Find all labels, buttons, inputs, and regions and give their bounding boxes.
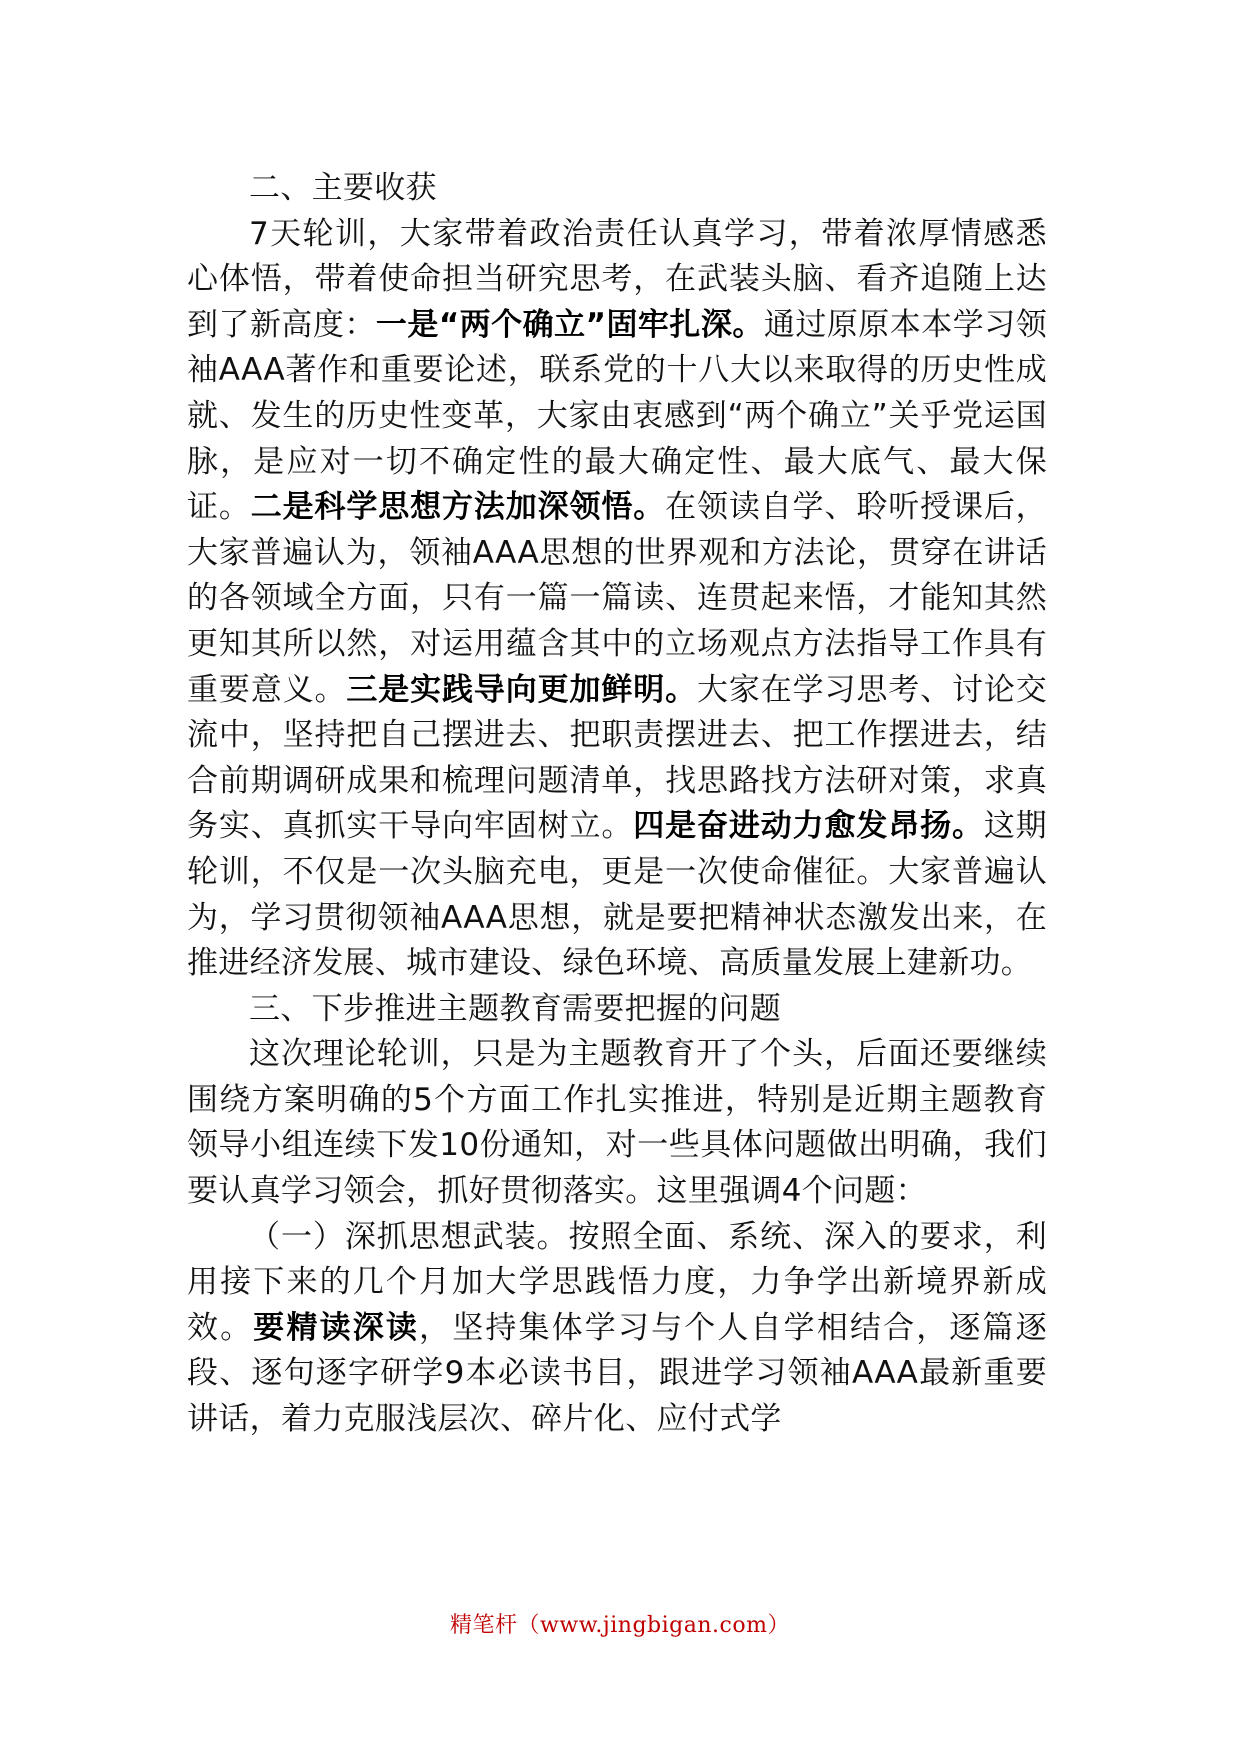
paragraph-text: ，坚持集体学习与个人自学相结合，逐篇逐段、逐句逐字研学9本必读书目，跟进学习领袖AAA最新重要讲话，着力克服浅层次、碎片化、应付式学 xyxy=(187,1309,1047,1438)
section-heading-main-gains xyxy=(187,166,1047,212)
paragraph-text: 这期轮训，不仅是一次头脑充电，更是一次使命催征。大家普遍认为，学习贯彻领袖AAA思想，就是要把精神状态激发出来，在推进经济发展、城市建设、绿色环境、高质量发展上建新功。 xyxy=(187,808,1047,982)
section-heading-text: 三、下步推进主题教育需要把握的问题 xyxy=(249,990,782,1027)
paragraph-thought-arming xyxy=(187,1215,1047,1443)
bold-point-four: 四是奋进动力愈发昂扬。 xyxy=(633,808,984,845)
footer-watermark: 精笔杆（www.jingbigan.com） xyxy=(450,1613,790,1638)
section-heading-text: 二、主要收获 xyxy=(249,170,437,206)
paragraph-text: （一）深抓思想武装。按照全面、系统、深入的要求，利用接下来的几个月加大学思践悟力度，力争学出新境界新成效。 xyxy=(187,1218,1047,1346)
bold-point-one: 一是“两个确立”固牢扎深。 xyxy=(375,306,764,343)
bold-point-two: 二是科学思想方法加深领悟。 xyxy=(250,489,666,526)
paragraph-text: 这次理论轮训，只是为主题教育开了个头，后面还要继续围绕方案明确的5个方面工作扎实推进，特别是近期主题教育领导小组连续下发10份通知，对一些具体问题做出明确，我们要认真学习领会，抓好贯彻落实。这里强调4个问题： xyxy=(187,1036,1047,1210)
paragraph-gains xyxy=(187,212,1047,987)
paragraph-next-steps xyxy=(187,1032,1047,1214)
paragraph-text: 7天轮训，大家带着政治责任认真学习，带着浓厚情感悉心体悟，带着使命担当研究思考，在武装头脑、看齐追随上达到了新高度： xyxy=(187,215,1047,343)
paragraph-text: 大家在学习思考、讨论交流中，坚持把自己摆进去、把职责摆进去、把工作摆进去，结合前期调研成果和梳理问题清单，找思路找方法研对策，求真务实、真抓实干导向牢固树立。 xyxy=(187,671,1047,845)
section-heading-next-steps xyxy=(187,987,1047,1033)
bold-key-phrase: 要精读深读 xyxy=(253,1309,420,1346)
paragraph-text: 在领读自学、聆听授课后，大家普遍认为，领袖AAA思想的世界观和方法论，贯穿在讲话的各领域全方面，只有一篇一篇读、连贯起来悟，才能知其然更知其所以然，对运用蕴含其中的立场观点方法指导工作具有重要意义。 xyxy=(187,489,1047,708)
document-body xyxy=(187,166,1047,1443)
paragraph-text: 通过原原本本学习领袖AAA著作和重要论述，联系党的十八大以来取得的历史性成就、发生的历史性变革，大家由衷感到“两个确立”关乎党运国脉，是应对一切不确定性的最大确定性、最大底气、最大保证。 xyxy=(187,306,1047,526)
bold-point-three: 三是实践导向更加鲜明。 xyxy=(346,671,697,708)
